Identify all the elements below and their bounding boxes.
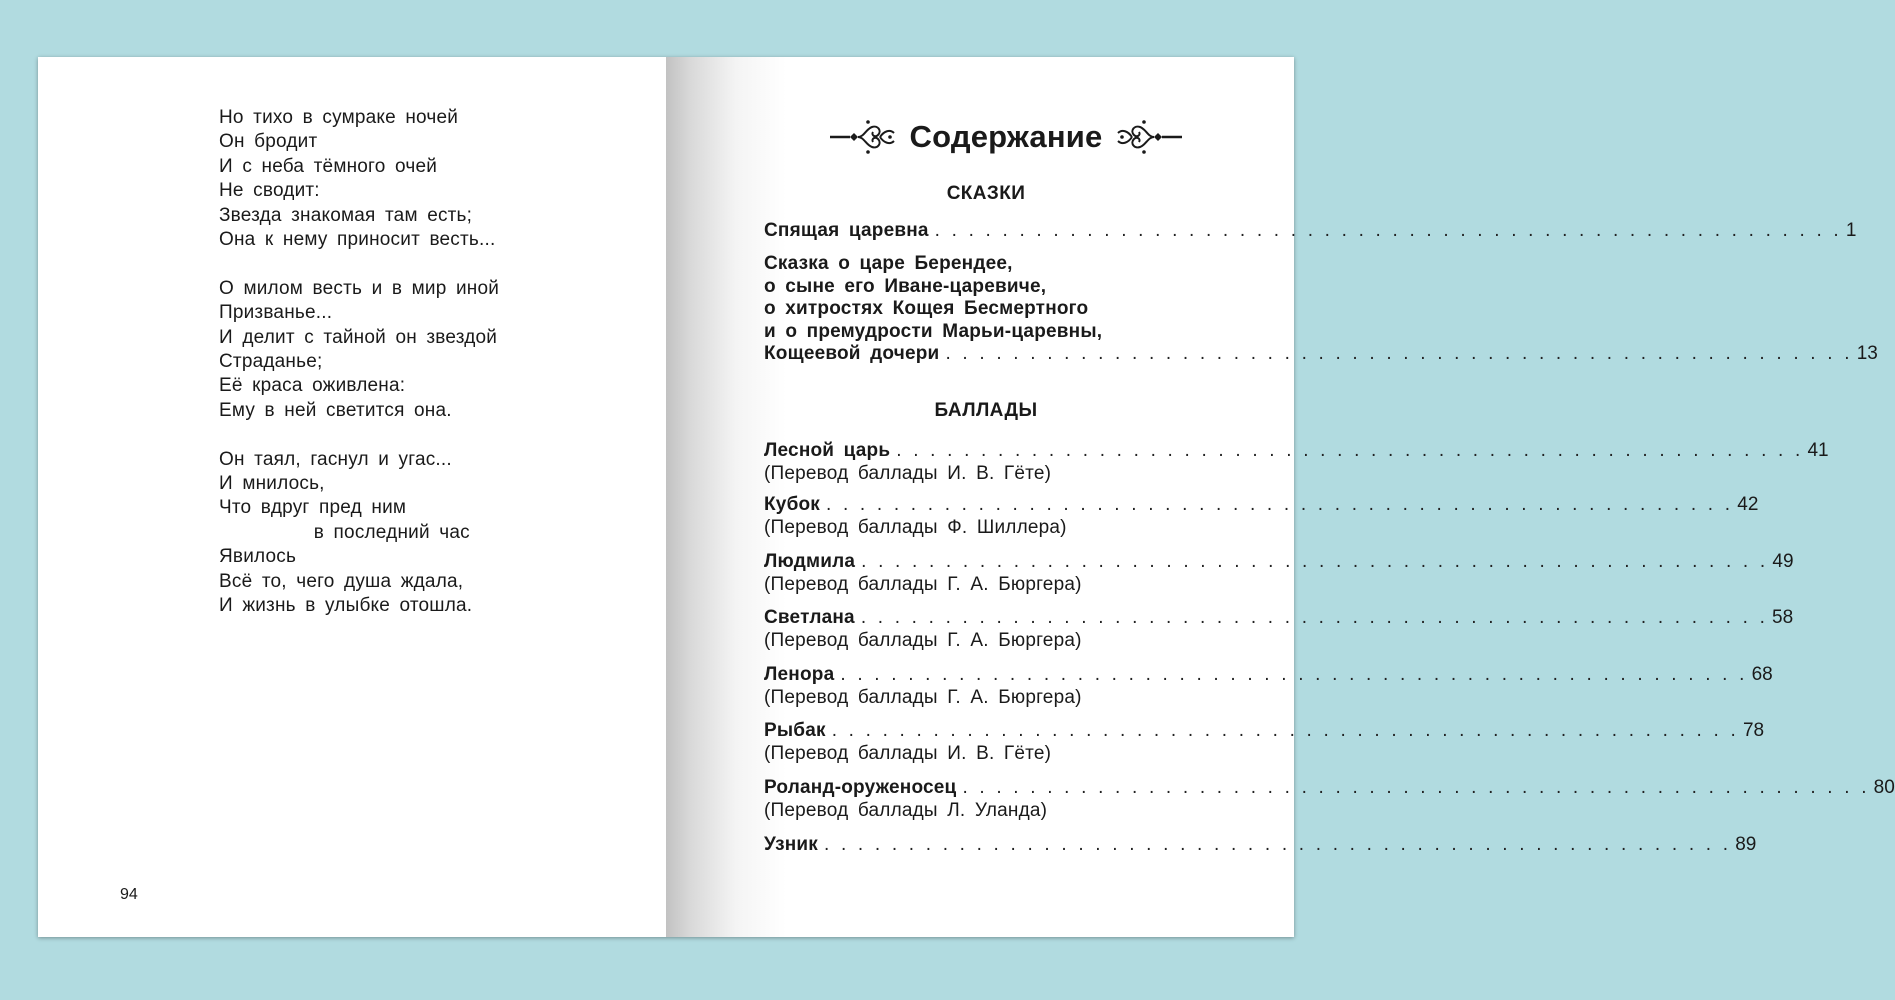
toc-entry-title: Кубок	[764, 494, 821, 515]
toc-page-number: 49	[1772, 551, 1794, 572]
toc-entry[interactable]	[764, 440, 1829, 486]
toc-page-number: 1	[1845, 220, 1857, 241]
toc-entry[interactable]	[764, 834, 1757, 856]
toc-entry-title: Роланд-оруженосец	[764, 777, 957, 798]
toc-entry-subtitle: (Перевод баллады Г. А. Бюргера)	[764, 687, 1082, 708]
toc-entry-title: Рыбак	[764, 720, 826, 741]
toc-page-number: 80	[1873, 777, 1895, 798]
toc-entry-title: Узник	[764, 834, 818, 855]
toc-entry-title-line: и о премудрости Марьи-царевны,	[764, 320, 1103, 342]
toc-leader-dots: . . . . . . . . . . . . . . . . . . . . . . . . . . . . . . . . . . . . . . . . . . . . . . . . . . . . . .	[840, 664, 1748, 685]
book-spread	[38, 57, 1895, 937]
toc-page-number: 41	[1807, 440, 1829, 461]
ornament-right-icon	[1114, 117, 1184, 157]
toc-entry-title-line: о сыне его Иване-царевиче,	[764, 275, 1047, 297]
toc-entry[interactable]	[764, 220, 1857, 242]
poem-stanza	[219, 277, 499, 423]
toc-leader-dots: . . . . . . . . . . . . . . . . . . . . . . . . . . . . . . . . . . . . . . . . . . . . . . . . . . . . . .	[823, 834, 1732, 855]
ornament-left-icon	[828, 117, 898, 157]
toc-entry-title-line: о хитростях Кощея Бесмертного	[764, 298, 1089, 319]
toc-entry[interactable]	[764, 664, 1773, 710]
toc-header	[806, 115, 1206, 159]
poem-line: Призванье...	[219, 302, 333, 324]
toc-page-number: 13	[1856, 343, 1878, 364]
toc-entry-title: Спящая царевна	[764, 220, 929, 241]
toc-page-number: 58	[1772, 607, 1794, 628]
toc-page-number: 89	[1735, 834, 1757, 855]
toc-entry[interactable]	[764, 777, 1895, 823]
toc-leader-dots: . . . . . . . . . . . . . . . . . . . . . . . . . . . . . . . . . . . . . . . . . . . . . . . . . . . . . .	[826, 494, 1734, 515]
toc-entry-title: Ленора	[764, 664, 835, 685]
toc-entry-title-line: Сказка о царе Берендее,	[764, 253, 1013, 274]
poem-line: Он бродит	[219, 131, 318, 153]
poem	[219, 106, 499, 643]
toc-leader-dots: . . . . . . . . . . . . . . . . . . . . . . . . . . . . . . . . . . . . . . . . . . . . . . . . . . . . . .	[945, 343, 1853, 364]
poem-line: Всё то, чего душа ждала,	[219, 570, 464, 592]
poem-line: О милом весть и в мир иной	[219, 277, 500, 299]
toc-entry[interactable]	[764, 551, 1794, 597]
toc-title: Содержание	[909, 119, 1103, 154]
toc-entry-subtitle: (Перевод баллады И. В. Гёте)	[764, 743, 1052, 764]
toc-leader-dots: . . . . . . . . . . . . . . . . . . . . . . . . . . . . . . . . . . . . . . . . . . . . . . . . . . . . . .	[860, 607, 1769, 628]
toc-entry-subtitle: (Перевод баллады Г. А. Бюргера)	[764, 630, 1082, 651]
poem-line: И с неба тёмного очей	[219, 155, 438, 177]
poem-line: Она к нему приносит весть...	[219, 229, 496, 251]
poem-stanza	[219, 448, 499, 619]
poem-line: Но тихо в сумраке ночей	[219, 107, 459, 128]
poem-stanza	[219, 106, 499, 252]
toc-leader-dots: . . . . . . . . . . . . . . . . . . . . . . . . . . . . . . . . . . . . . . . . . . . . . . . . . . . . . .	[962, 777, 1870, 798]
poem-line: Он таял, гаснул и угас...	[219, 448, 452, 470]
section-title-fairy-tales: СКАЗКИ	[946, 183, 1026, 204]
toc-entry-subtitle: (Перевод баллады И. В. Гёте)	[764, 463, 1052, 484]
toc-page-number: 42	[1737, 494, 1759, 515]
toc-leader-dots: . . . . . . . . . . . . . . . . . . . . . . . . . . . . . . . . . . . . . . . . . . . . . . . . . . . . . .	[896, 440, 1804, 461]
toc-entry[interactable]	[764, 253, 1878, 365]
poem-line: Не сводит:	[219, 180, 320, 202]
poem-line: Её краса оживлена:	[219, 375, 406, 397]
toc-entry-title: Светлана	[764, 607, 855, 628]
toc-leader-dots: . . . . . . . . . . . . . . . . . . . . . . . . . . . . . . . . . . . . . . . . . . . . . . . . . . . . . .	[934, 220, 1842, 241]
toc-entry[interactable]	[764, 607, 1794, 653]
section-title-ballads: БАЛЛАДЫ	[934, 400, 1038, 421]
poem-line: Звезда знакомая там есть;	[219, 204, 473, 226]
poem-line: Явилось	[219, 546, 297, 568]
left-page	[38, 57, 666, 937]
right-page	[666, 57, 1895, 937]
poem-line: Что вдруг пред ним	[219, 497, 407, 519]
poem-line: И мнилось,	[219, 473, 325, 495]
toc-entry-subtitle: (Перевод баллады Л. Уланда)	[764, 800, 1048, 821]
toc-page-number: 78	[1742, 720, 1765, 741]
poem-line: в последний час	[219, 521, 470, 543]
toc-entry-subtitle: (Перевод баллады Ф. Шиллера)	[764, 517, 1067, 538]
toc-entry[interactable]	[764, 494, 1759, 540]
toc-leader-dots: . . . . . . . . . . . . . . . . . . . . . . . . . . . . . . . . . . . . . . . . . . . . . . . . . . . . . .	[861, 551, 1769, 572]
poem-line: И делит с тайной он звездой	[219, 326, 498, 348]
toc-entry-subtitle: (Перевод баллады Г. А. Бюргера)	[764, 574, 1082, 595]
toc-entry-title: Кощеевой дочери	[764, 343, 940, 364]
toc-entry[interactable]	[764, 720, 1765, 766]
toc-leader-dots: . . . . . . . . . . . . . . . . . . . . . . . . . . . . . . . . . . . . . . . . . . . . . . . . . . . . . .	[831, 720, 1739, 741]
poem-line: Страданье;	[219, 351, 323, 373]
toc-entry-title: Людмила	[764, 551, 856, 572]
poem-line: Ему в ней светится она.	[219, 399, 452, 421]
toc-entry-title: Лесной царь	[764, 440, 891, 461]
poem-line: И жизнь в улыбке отошла.	[219, 595, 473, 617]
page-number: 94	[120, 886, 138, 903]
toc-page-number: 68	[1751, 664, 1773, 685]
